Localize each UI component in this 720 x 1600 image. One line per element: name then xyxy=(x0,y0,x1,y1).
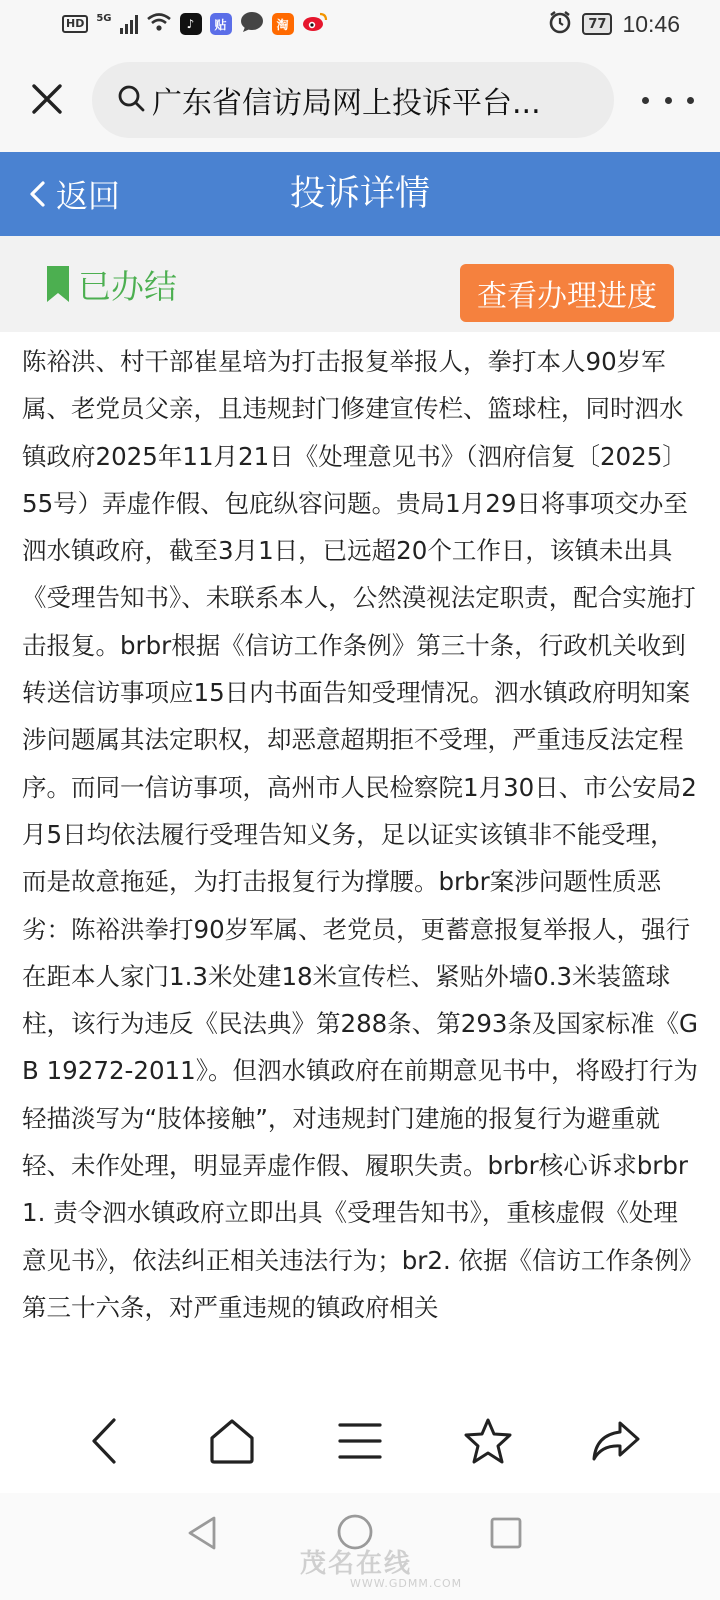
watermark-text: 茂名在线 xyxy=(300,1549,413,1579)
close-button[interactable] xyxy=(22,74,72,124)
home-icon xyxy=(208,1418,256,1464)
browser-toolbar xyxy=(0,48,720,152)
system-back-button[interactable] xyxy=(186,1515,218,1555)
chevron-left-icon xyxy=(28,179,46,209)
browser-menu-button[interactable] xyxy=(320,1401,400,1481)
app-header xyxy=(0,152,720,236)
bookmark-icon xyxy=(46,265,70,303)
message-icon xyxy=(240,11,264,37)
status-text: 已办结 xyxy=(78,266,177,306)
page-title: 投诉详情 xyxy=(289,174,430,214)
more-menu-button[interactable] xyxy=(642,78,694,122)
more-icon xyxy=(642,97,649,104)
alarm-icon xyxy=(548,10,572,38)
address-bar[interactable] xyxy=(92,62,614,138)
status-icons-right xyxy=(548,10,680,38)
star-icon xyxy=(463,1417,513,1465)
tiktok-icon: ♪ xyxy=(180,13,202,35)
close-icon xyxy=(30,82,64,116)
share-icon xyxy=(590,1419,642,1463)
chevron-left-icon xyxy=(89,1417,119,1465)
taobao-icon: 淘 xyxy=(272,13,294,35)
menu-icon xyxy=(338,1421,382,1461)
back-label: 返回 xyxy=(56,177,121,215)
view-progress-button[interactable]: 查看办理进度 xyxy=(460,264,674,322)
tieba-icon: 贴 xyxy=(210,13,232,35)
back-button[interactable] xyxy=(28,152,120,236)
battery-indicator: 77 xyxy=(582,13,612,35)
status-badge xyxy=(46,260,177,308)
status-bar xyxy=(0,0,720,48)
clock: 10:46 xyxy=(622,10,680,37)
system-navigation-bar xyxy=(0,1493,720,1600)
network-type: 5G xyxy=(96,12,112,24)
case-status-row xyxy=(0,236,720,332)
browser-back-button[interactable] xyxy=(64,1401,144,1481)
square-recents-icon xyxy=(490,1517,522,1549)
search-icon xyxy=(116,83,146,117)
share-button[interactable] xyxy=(576,1401,656,1481)
complaint-text: 陈裕洪、村干部崔星培为打击报复举报人，拳打本人90岁军属、老党员父亲，且违规封门修建宣传栏、篮球柱，同时泗水镇政府2025年11月21日《处理意见书》（泗府信复〔2025〕55号）弄虚作假、包庇纵容问题。贵局1月29日将事项交办至泗水镇政府，截至3月1日，已远超20个工作日，该镇未出具《受理告知书》、未联系本人，公然漠视法定职责，配合实施打击报复。brbr根据《信访工作条例》第三十条，行政机关收到转送信访事项应15日内书面告知受理情况。泗水镇政府明知案涉问题属其法定职权，却恶意超期拒不受理，严重违反法定程序。而同一信访事项，高州市人民检察院1月30日、市公安局2月5日均依法履行受理告知义务，足以证实该镇非不能受理，而是故意拖延，为打击报复行为撑腰。brbr案涉问题性质恶劣：陈裕洪拳打90岁军属、老党员，更蓄意报复举报人，强行在距本人家门1.3米处建18米宣传栏、紧贴外墙0.3米装篮球柱，该行为违反《民法典》第288条、第293条及国家标准《GB 19272-2011》。但泗水镇政府在前期意见书中，将殴打行为轻描淡写为“肢体接触”，对违规封门建施的报复行为避重就轻、未作处理，明显弄虚作假、履职失责。brbr核心诉求brbr1. 责令泗水镇政府立即出具《受理告知书》，重核虚假《处理意见书》，依法纠正相关违法行为；br2. 依据《信访工作条例》第三十六条，对严重违规的镇政府相关 xyxy=(22,347,699,1322)
signal-icon xyxy=(120,14,138,34)
wifi-icon xyxy=(146,12,172,36)
page-url-title: 广东省信访局网上投诉平台... xyxy=(152,86,541,121)
status-icons-left xyxy=(62,10,328,38)
complaint-content xyxy=(0,332,720,1389)
watermark-url: WWW.GDMM.COM xyxy=(350,1577,463,1590)
browser-bottom-toolbar xyxy=(0,1389,720,1493)
bookmark-star-button[interactable] xyxy=(448,1401,528,1481)
weibo-icon xyxy=(302,11,328,37)
system-recents-button[interactable] xyxy=(490,1517,522,1553)
browser-home-button[interactable] xyxy=(192,1401,272,1481)
hd-indicator: HD xyxy=(62,15,88,33)
triangle-back-icon xyxy=(186,1515,218,1551)
